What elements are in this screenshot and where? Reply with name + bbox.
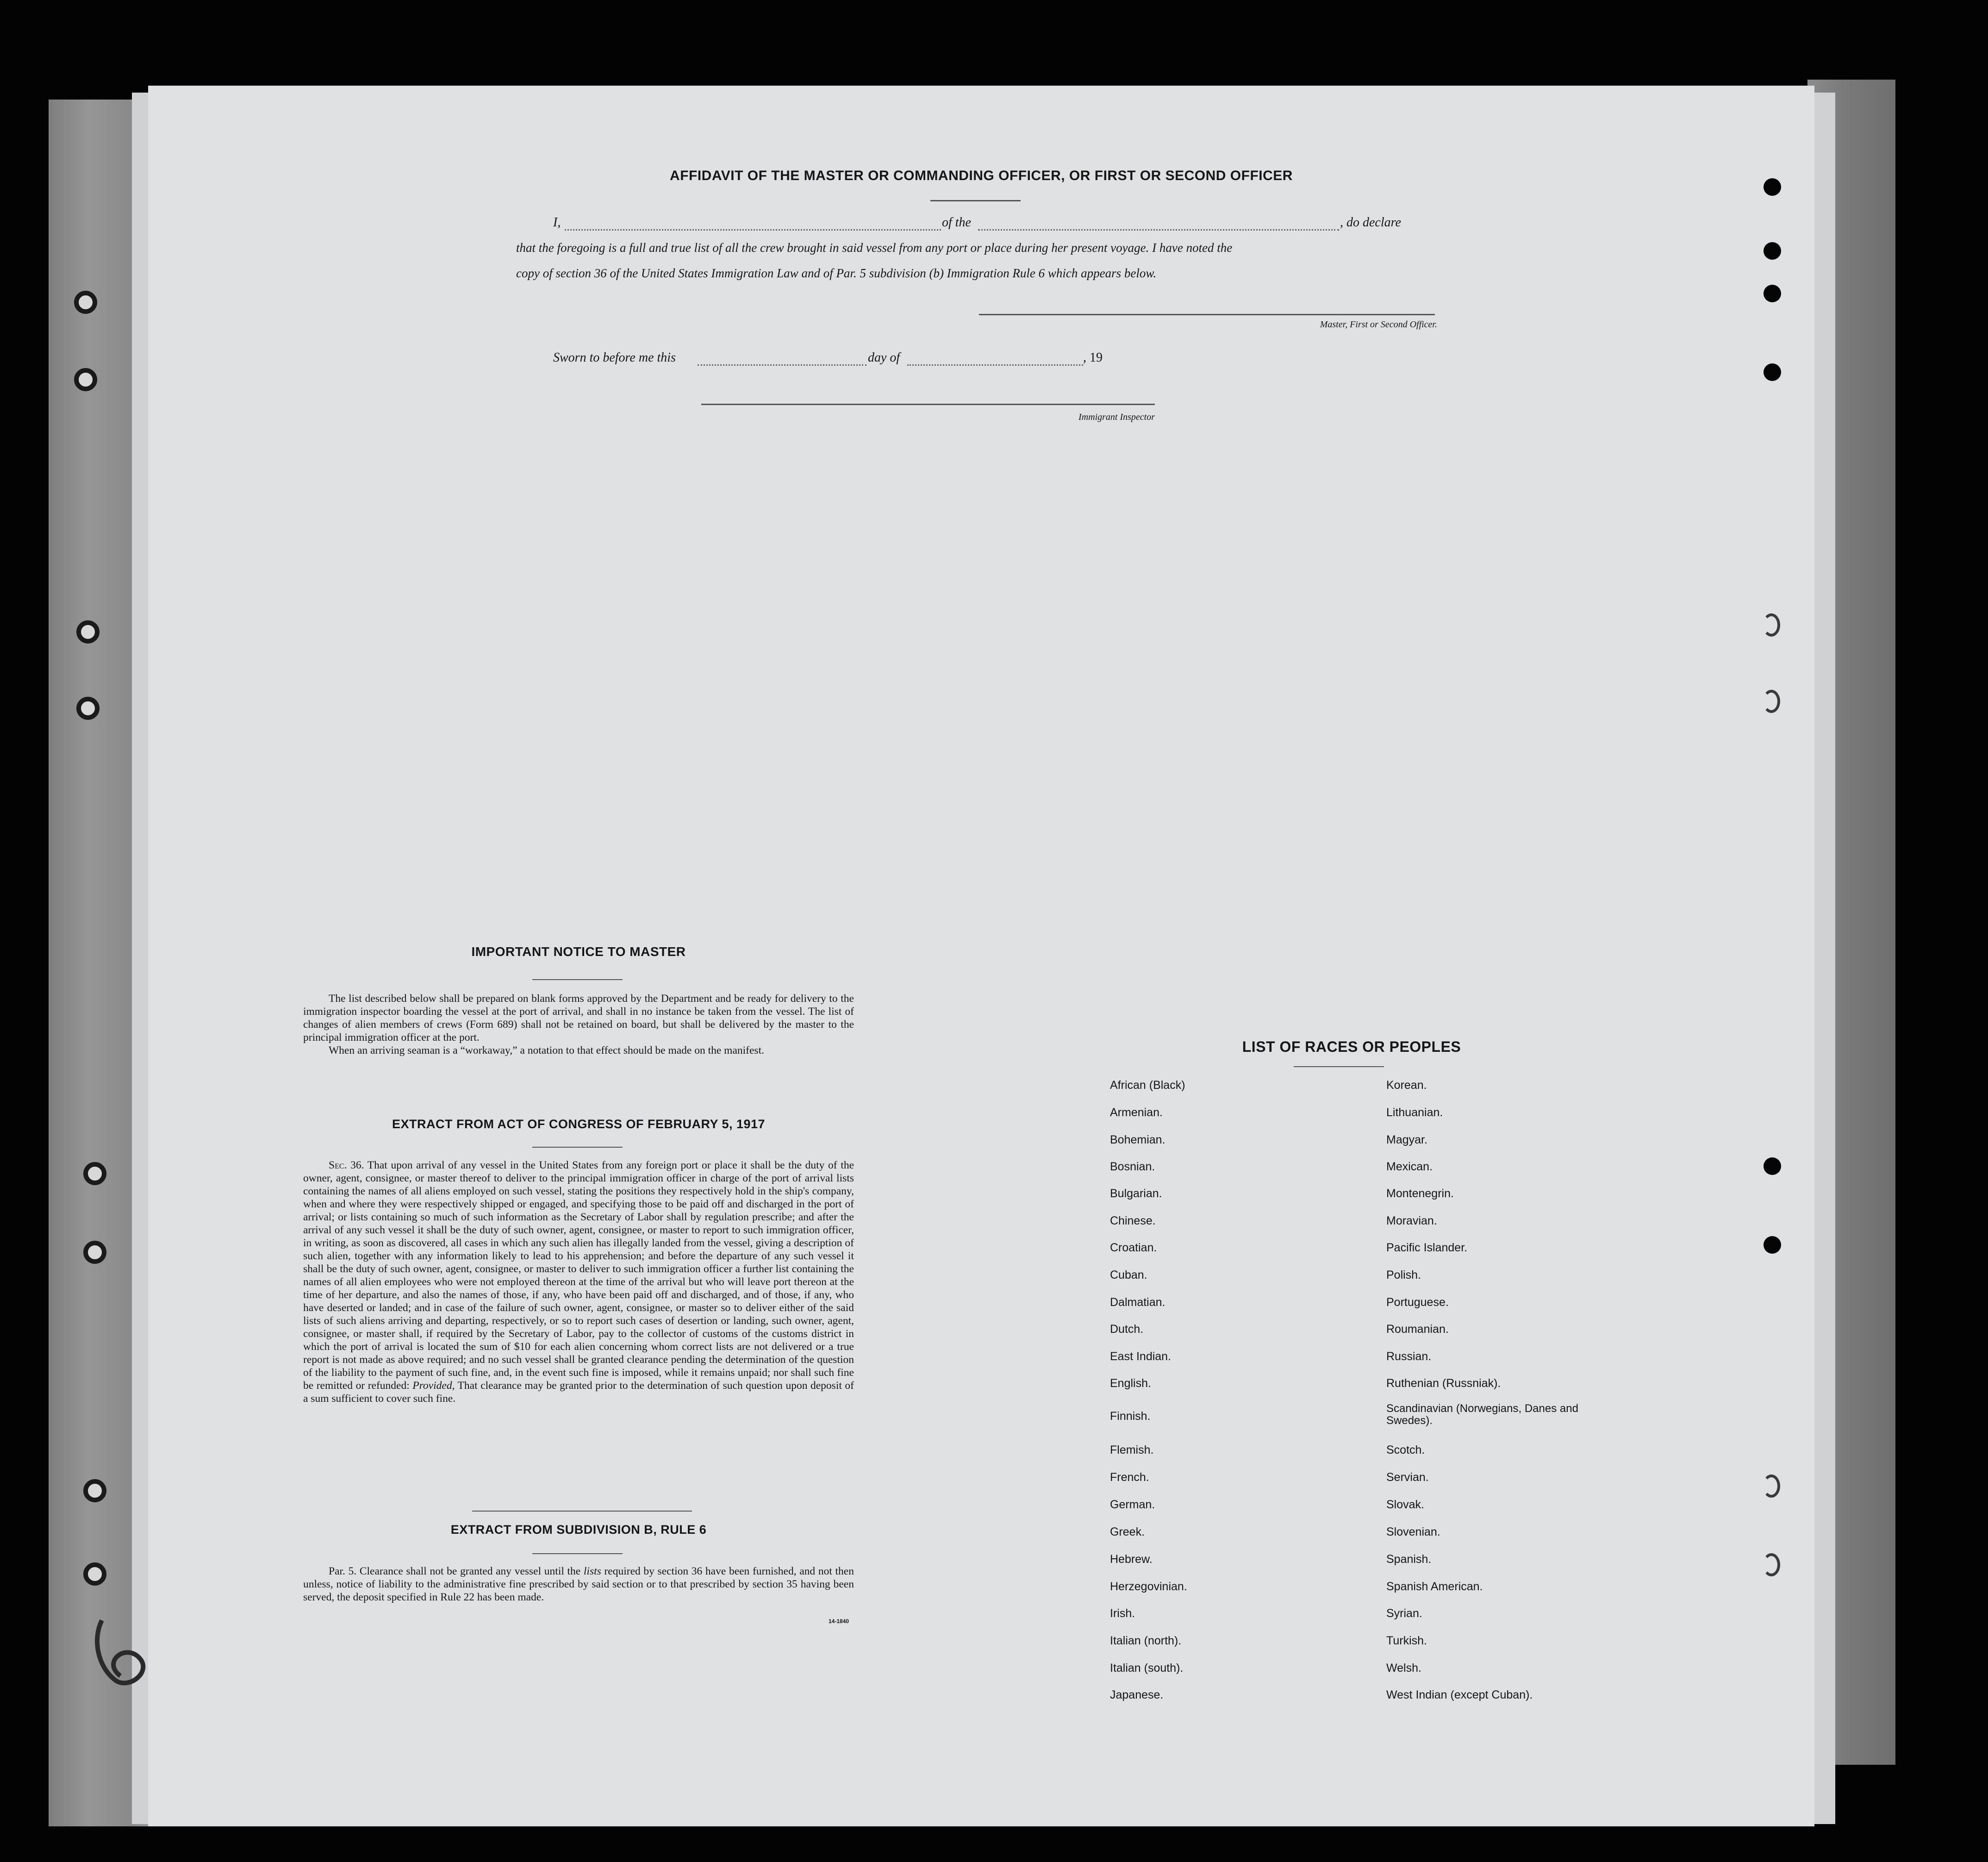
rule-text-b: required by section 36 have been furnished, and not then unless, notice of liability to the administrative fine prescribed by said section or to that prescribed by section 35 having been served, the deposit specified in Rule 22 has been made. [303,1565,854,1603]
punch-hole-icon [1764,1157,1781,1175]
sworn-line [553,345,1155,370]
title-rule [930,200,1021,201]
month-blank-line[interactable] [907,364,1083,366]
punch-hole-icon [1764,242,1781,260]
race-item-right: Russian. [1386,1350,1432,1363]
form-page [148,86,1814,1826]
affidavit-line-3: copy of section 36 of the United States Immigration Law and of Par. 5 subdivision (b) Immigration Rule 6 which appears below. [516,266,1157,280]
notice-body [303,992,854,1057]
text-do-declare: , do declare [1340,215,1401,230]
race-item-left: Hebrew. [1110,1553,1153,1566]
race-item-right: Polish. [1386,1268,1421,1281]
extract-divider-rule [472,1511,692,1512]
binder-hole-icon [76,697,100,720]
race-item-left: Cuban. [1110,1268,1147,1281]
race-item-left: Herzegovinian. [1110,1580,1187,1593]
race-item-left: German. [1110,1498,1155,1511]
race-item-right: Servian. [1386,1471,1429,1484]
race-item-left: Croatian. [1110,1241,1157,1254]
text-of-the: of the [942,215,971,230]
extract-act-paragraph [303,1159,854,1405]
race-item-left: Bohemian. [1110,1133,1165,1146]
race-item-right: Syrian. [1386,1607,1422,1620]
sworn-prefix: Sworn to before me this [553,350,676,365]
race-item-right: Lithuanian. [1386,1106,1443,1119]
binder-hole-icon [83,1479,106,1502]
extract-rule-title: EXTRACT FROM SUBDIVISION B, RULE 6 [450,1523,707,1537]
day-blank-line[interactable] [698,364,866,366]
race-item-left: African (Black) [1110,1079,1185,1092]
text-i: I, [553,215,561,230]
binder-hole-icon [74,291,97,314]
race-item-right: Spanish American. [1386,1580,1483,1593]
race-item-right: Pacific Islander. [1386,1241,1468,1254]
race-item-right: Ruthenian (Russniak). [1386,1377,1501,1390]
notice-title: IMPORTANT NOTICE TO MASTER [471,944,686,959]
race-item-left: English. [1110,1377,1151,1390]
races-title: LIST OF RACES OR PEOPLES [1242,1038,1461,1055]
race-item-left: Italian (north). [1110,1634,1182,1647]
race-item-right: West Indian (except Cuban). [1386,1688,1533,1701]
binder-hole-icon [83,1241,106,1264]
race-item-left: Flemish. [1110,1443,1154,1456]
affidavit-line-1 [553,210,1590,235]
sec-label: Sec. 36. [329,1159,364,1171]
notice-paragraph-1: The list described below shall be prepared on blank forms approved by the Department and be ready for delivery to the immigration inspector boarding the vessel at the port of arrival, and shall in no instance be taken from the vessel. The list of changes of alien members of crews (Form 689) shall not be retained on board, but shall be delivered by the master to the principal immigration officer at the port. [303,993,854,1043]
extract-rule-rule [532,1553,623,1554]
sec-text: That upon arrival of any vessel in the United States from any foreign port or place it shall be the duty of the owner, agent, consignee, or master thereof to deliver to the principal immigration officer in charge of the port of arrival lists containing the names of all aliens employed on such vessel, stating the positions they respectively hold in the ship's company, when and where they were respectively shipped or engaged, and specifying those to be paid off and discharged in the port of arrival; or lists containing so much of such information as the Secretary of Labor shall by regulation prescribe; and after the arrival of any such vessel it shall be the duty of such owner, agent, consignee, or master to report to such immigration officer, in writing, as soon as discovered, all cases in which any such alien has illegally landed from the vessel, giving a description of such alien, together with any information likely to lead to his apprehension; and before the departure of any such vessel it shall be the duty of such owner, agent, consignee, or master to deliver to such immigration officer a further list containing the names of all alien employees who were not employed thereon at the time of the arrival but who will leave port thereon at the time of her departure, and also the names of those, if any, who have been paid off and discharged, and of those, if any, who have deserted or landed; and in case of the failure of such owner, agent, consignee, or master so to deliver either of the said lists of such aliens arriving and departing, respectively, or so to report such cases of desertion or landing, such owner, agent, consignee, or master shall, if required by the Secretary of Labor, pay to the collector of customs of the customs district in which the port of arrival is located the sum of $10 for each alien concerning whom correct lists are not delivered or a true report is not made as above required; and no such vessel shall be granted clearance pending the determination of the question of the liability to the payment of such fine, and, in the event such fine is imposed, while it remains unpaid; nor shall such fine be remitted or refunded: [303,1159,854,1392]
inspector-label: Immigrant Inspector [1078,412,1155,422]
sworn-day-of: day of [868,350,900,365]
form-number: 14-1840 [829,1618,849,1625]
race-item-right: Portuguese. [1386,1296,1449,1309]
race-item-left: Finnish. [1110,1410,1151,1423]
race-item-left: Dalmatian. [1110,1296,1165,1309]
sec-text-end: That clearance may be granted prior to the determination of such question upon deposit of a sum sufficient to cover such fine. [303,1380,854,1405]
race-item-right: Scandinavian (Norwegians, Danes and Swedes). [1386,1402,1578,1427]
race-item-right: Magyar. [1386,1133,1427,1146]
binder-hole-icon [76,620,100,644]
race-item-right: Slovenian. [1386,1525,1440,1538]
punch-hole-icon [1763,613,1780,637]
binder-hole-icon [83,1162,106,1185]
race-item-right: Spanish. [1386,1553,1432,1566]
race-item-left: Japanese. [1110,1688,1164,1701]
punch-hole-icon [1763,690,1780,713]
races-rule [1294,1066,1384,1067]
race-item-right: Welsh. [1386,1662,1421,1675]
race-item-left: Bulgarian. [1110,1187,1162,1200]
race-item-right: Korean. [1386,1079,1427,1092]
binder-hole-icon [83,1562,106,1586]
punch-hole-icon [1764,285,1781,302]
name-blank-line[interactable] [565,229,941,231]
race-item-left: Bosnian. [1110,1160,1155,1173]
race-item-left: French. [1110,1471,1149,1484]
notice-paragraph-2: When an arriving seaman is a “workaway,” a notation to that effect should be made on the manifest. [329,1044,764,1056]
race-item-right: Turkish. [1386,1634,1427,1647]
extract-rule-body [303,1565,854,1604]
punch-hole-icon [1764,1236,1781,1254]
race-item-right: Roumanian. [1386,1323,1449,1336]
punch-hole-icon [1763,1553,1780,1576]
signature-line[interactable] [979,314,1435,315]
race-item-left: Dutch. [1110,1323,1144,1336]
extract-act-title: EXTRACT FROM ACT OF CONGRESS OF FEBRUARY 5, 1917 [392,1117,766,1131]
binder-hole-icon [74,368,97,391]
race-item-right: Mexican. [1386,1160,1433,1173]
rule-lists-word: lists [583,1565,601,1577]
race-item-right: Slovak. [1386,1498,1424,1511]
extract-act-body [303,1159,854,1405]
race-item-left: East Indian. [1110,1350,1172,1363]
punch-hole-icon [1764,363,1781,381]
race-item-left: Greek. [1110,1525,1145,1538]
race-item-left: Italian (south). [1110,1662,1184,1675]
race-item-right: Moravian. [1386,1214,1437,1227]
race-item-right: Scotch. [1386,1443,1425,1456]
provided-word: Provided, [412,1380,455,1392]
affidavit-title: AFFIDAVIT OF THE MASTER OR COMMANDING OFFICER, OR FIRST OR SECOND OFFICER [670,168,1293,183]
notice-rule [532,979,623,980]
extract-rule-paragraph [303,1565,854,1604]
rule-text-a: Par. 5. Clearance shall not be granted any vessel until the [329,1565,581,1577]
race-item-left: Irish. [1110,1607,1135,1620]
race-item-right: Montenegrin. [1386,1187,1454,1200]
vessel-blank-line[interactable] [978,229,1339,231]
race-item-left: Chinese. [1110,1214,1156,1227]
affidavit-line-2: that the foregoing is a full and true list of all the crew brought in said vessel from any port or place during her present voyage. I have noted the [516,241,1233,255]
extract-act-rule [532,1147,623,1148]
signature-label: Master, First or Second Officer. [1320,319,1437,330]
punch-hole-icon [1763,1475,1780,1498]
inspector-line[interactable] [701,404,1155,405]
race-item-left: Armenian. [1110,1106,1163,1119]
sworn-year: , 19 [1083,350,1103,365]
